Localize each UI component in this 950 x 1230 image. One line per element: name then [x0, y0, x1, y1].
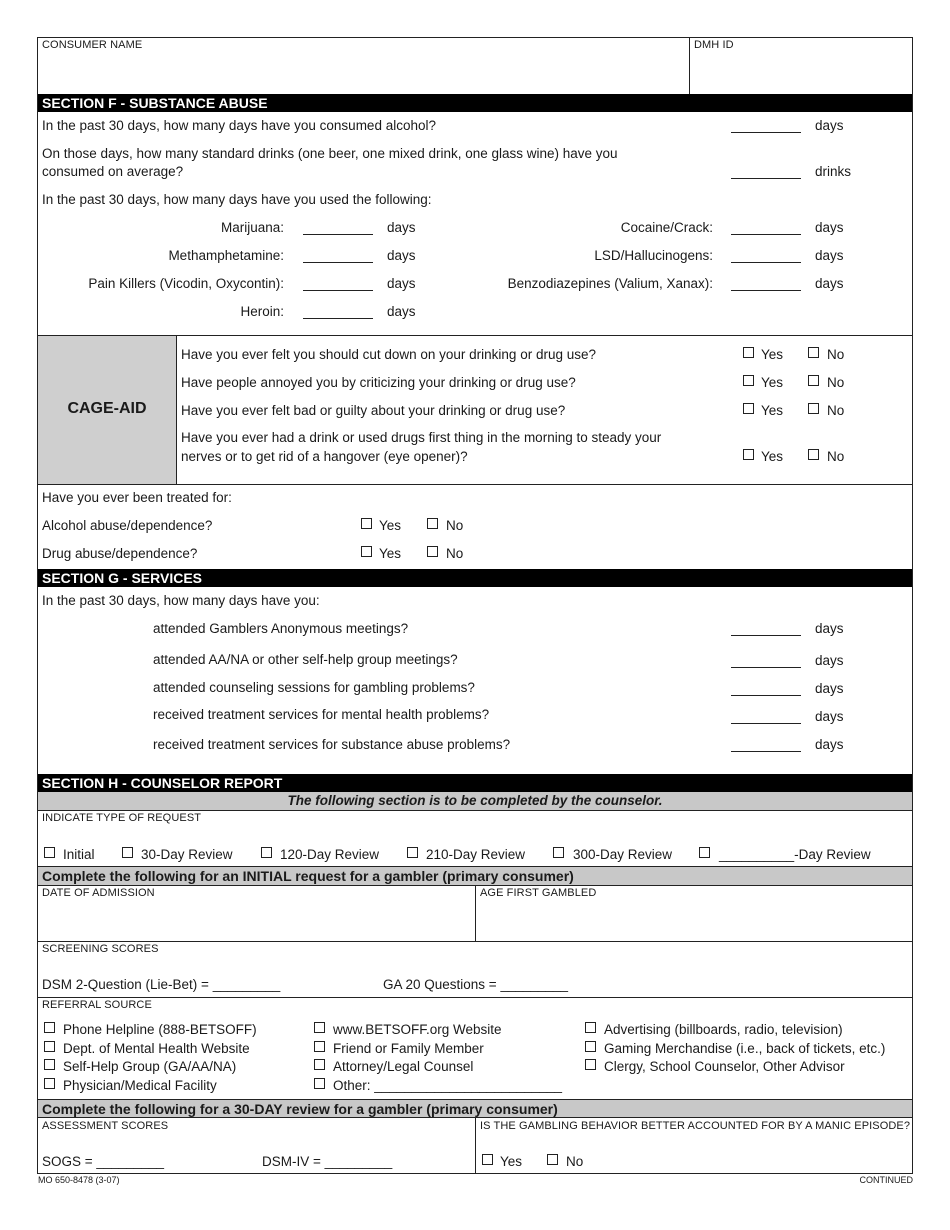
meth-days-field[interactable]	[303, 262, 373, 263]
service-mental-health-days-field[interactable]	[731, 723, 801, 724]
service-substance-days-field[interactable]	[731, 751, 801, 752]
referral-option: Attorney/Legal Counsel	[333, 1059, 474, 1074]
referral-option: Dept. of Mental Health Website	[63, 1041, 250, 1056]
yes-label: Yes	[379, 518, 402, 533]
unit-days: days	[815, 248, 844, 263]
request-type-label: 30-Day Review	[141, 847, 233, 862]
cage-aid-divider	[176, 335, 177, 484]
manic-yes-checkbox[interactable]	[482, 1154, 493, 1165]
q-drinks-line2: consumed on average?	[42, 164, 184, 179]
referral-option: Gaming Merchandise (i.e., back of tickets, etc.)	[604, 1041, 886, 1056]
referral-clergy-checkbox[interactable]	[585, 1059, 596, 1070]
service-item: attended AA/NA or other self-help group meetings?	[153, 652, 458, 667]
no-label: No	[827, 375, 845, 390]
date-admission-label: DATE OF ADMISSION	[42, 887, 155, 899]
drug-lsd-label: LSD/Hallucinogens:	[594, 248, 713, 263]
treated-drug-no-checkbox[interactable]	[427, 546, 438, 557]
no-label: No	[827, 449, 845, 464]
manic-episode-label: IS THE GAMBLING BEHAVIOR BETTER ACCOUNTED FOR BY A MANIC EPISODE?	[480, 1120, 911, 1132]
request-type-label: 210-Day Review	[426, 847, 526, 862]
lsd-days-field[interactable]	[731, 262, 801, 263]
age-first-gambled-label: AGE FIRST GAMBLED	[480, 887, 597, 899]
request-type-label: Initial	[63, 847, 95, 862]
request-type-label: 120-Day Review	[280, 847, 380, 862]
cage-q4-line2: nerves or to get rid of a hangover (eye opener)?	[181, 449, 468, 464]
services-intro: In the past 30 days, how many days have you:	[42, 593, 320, 608]
unit-days: days	[815, 621, 844, 636]
request-type-label: __________-Day Review	[719, 847, 871, 862]
ga20-score[interactable]: GA 20 Questions = _________	[383, 977, 569, 992]
drug-meth-label: Methamphetamine:	[168, 248, 284, 263]
manic-no-checkbox[interactable]	[547, 1154, 558, 1165]
referral-friend-family-checkbox[interactable]	[314, 1041, 325, 1052]
unit-days: days	[815, 681, 844, 696]
drug-painkillers-label: Pain Killers (Vicodin, Oxycontin):	[88, 276, 284, 291]
referral-advertising-checkbox[interactable]	[585, 1022, 596, 1033]
unit-days: days	[815, 653, 844, 668]
referral-option: Friend or Family Member	[333, 1041, 484, 1056]
header-divider	[689, 37, 690, 94]
referral-source-label: REFERRAL SOURCE	[42, 999, 152, 1011]
referral-physician-checkbox[interactable]	[44, 1078, 55, 1089]
no-label: No	[827, 403, 845, 418]
cage-q1: Have you ever felt you should cut down on your drinking or drug use?	[181, 347, 596, 362]
yes-label: Yes	[761, 449, 784, 464]
sogs-score[interactable]: SOGS = _________	[42, 1154, 164, 1169]
cage-q4-line1: Have you ever had a drink or used drugs first thing in the morning to steady your	[181, 430, 662, 445]
service-ga-days-field[interactable]	[731, 635, 801, 636]
request-type-label: INDICATE TYPE OF REQUEST	[42, 812, 202, 824]
referral-betsoff-website-checkbox[interactable]	[314, 1022, 325, 1033]
cage-aid-title: CAGE-AID	[67, 400, 147, 417]
divider	[37, 810, 913, 811]
referral-option: Advertising (billboards, radio, television)	[604, 1022, 843, 1037]
request-initial-checkbox[interactable]	[44, 847, 55, 858]
request-120day-checkbox[interactable]	[261, 847, 272, 858]
referral-option: Phone Helpline (888-BETSOFF)	[63, 1022, 257, 1037]
painkillers-days-field[interactable]	[303, 290, 373, 291]
request-type-label: 300-Day Review	[573, 847, 673, 862]
no-label: No	[446, 546, 464, 561]
service-item: attended Gamblers Anonymous meetings?	[153, 621, 409, 636]
yes-label: Yes	[761, 375, 784, 390]
alcohol-days-field[interactable]	[731, 132, 801, 133]
dmh-id-label: DMH ID	[694, 39, 734, 51]
referral-attorney-checkbox[interactable]	[314, 1059, 325, 1070]
cage-q4-yes-checkbox[interactable]	[743, 449, 754, 460]
request-300day-checkbox[interactable]	[553, 847, 564, 858]
unit-days: days	[815, 118, 844, 133]
form-number: MO 650-8478 (3-07)	[38, 1175, 120, 1185]
no-label: No	[446, 518, 464, 533]
unit-days: days	[387, 304, 416, 319]
no-label: No	[827, 347, 845, 362]
cage-q3-yes-checkbox[interactable]	[743, 403, 754, 414]
section-g-title: SECTION G - SERVICES	[38, 569, 912, 587]
cage-q3-no-checkbox[interactable]	[808, 403, 819, 414]
yes-label: Yes	[761, 403, 784, 418]
continued-label: CONTINUED	[859, 1175, 913, 1185]
drug-heroin-label: Heroin:	[240, 304, 284, 319]
assessment-scores-label: ASSESSMENT SCORES	[42, 1120, 169, 1132]
treated-drug-label: Drug abuse/dependence?	[42, 546, 198, 561]
dsm2-score[interactable]: DSM 2-Question (Lie-Bet) = _________	[42, 977, 281, 992]
service-item: received treatment services for mental health problems?	[153, 707, 490, 722]
service-counseling-days-field[interactable]	[731, 695, 801, 696]
referral-option: www.BETSOFF.org Website	[333, 1022, 502, 1037]
marijuana-days-field[interactable]	[303, 234, 373, 235]
dsm4-score[interactable]: DSM-IV = _________	[262, 1154, 393, 1169]
assessment-divider	[475, 1117, 476, 1174]
cage-q3: Have you ever felt bad or guilty about your drinking or drug use?	[181, 403, 566, 418]
referral-helpline-checkbox[interactable]	[44, 1022, 55, 1033]
cocaine-days-field[interactable]	[731, 234, 801, 235]
cage-q4-no-checkbox[interactable]	[808, 449, 819, 460]
divider	[37, 997, 913, 998]
consumer-name-label: CONSUMER NAME	[42, 39, 143, 51]
unit-days: days	[815, 709, 844, 724]
admission-divider	[475, 885, 476, 941]
treated-alcohol-label: Alcohol abuse/dependence?	[42, 518, 213, 533]
cage-q2: Have people annoyed you by criticizing your drinking or drug use?	[181, 375, 576, 390]
referral-option: Physician/Medical Facility	[63, 1078, 217, 1093]
yes-label: Yes	[761, 347, 784, 362]
referral-self-help-checkbox[interactable]	[44, 1059, 55, 1070]
heroin-days-field[interactable]	[303, 318, 373, 319]
service-aana-days-field[interactable]	[731, 667, 801, 668]
q-used-following: In the past 30 days, how many days have you used the following:	[42, 192, 432, 207]
cage-q2-no-checkbox[interactable]	[808, 375, 819, 386]
referral-option: Clergy, School Counselor, Other Advisor	[604, 1059, 845, 1074]
drug-cocaine-label: Cocaine/Crack:	[620, 220, 713, 235]
treated-alcohol-yes-checkbox[interactable]	[361, 518, 372, 529]
request-30day-checkbox[interactable]	[122, 847, 133, 858]
request-custom-checkbox[interactable]	[699, 847, 710, 858]
referral-other-checkbox[interactable]	[314, 1078, 325, 1089]
cage-q1-no-checkbox[interactable]	[808, 347, 819, 358]
benzo-days-field[interactable]	[731, 290, 801, 291]
review-band: Complete the following for a 30-DAY review for a gambler (primary consumer)	[38, 1100, 912, 1118]
no-label: No	[566, 1154, 584, 1169]
unit-days: days	[815, 737, 844, 752]
unit-days: days	[815, 276, 844, 291]
referral-option: Self-Help Group (GA/AA/NA)	[63, 1059, 237, 1074]
section-f-title: SECTION F - SUBSTANCE ABUSE	[38, 94, 912, 112]
divider	[37, 941, 913, 942]
referral-option: Other: _________________________	[333, 1078, 562, 1093]
treated-alcohol-no-checkbox[interactable]	[427, 518, 438, 529]
screening-scores-label: SCREENING SCORES	[42, 943, 159, 955]
counselor-note: The following section is to be completed by the counselor.	[38, 792, 912, 810]
section-h-title: SECTION H - COUNSELOR REPORT	[38, 774, 912, 792]
referral-merchandise-checkbox[interactable]	[585, 1041, 596, 1052]
drug-benzo-label: Benzodiazepines (Valium, Xanax):	[507, 276, 713, 291]
service-item: received treatment services for substance abuse problems?	[153, 737, 511, 752]
cage-q1-yes-checkbox[interactable]	[743, 347, 754, 358]
yes-label: Yes	[379, 546, 402, 561]
drug-marijuana-label: Marijuana:	[220, 220, 284, 235]
divider	[37, 484, 913, 485]
unit-days: days	[815, 220, 844, 235]
unit-drinks: drinks	[815, 164, 852, 179]
unit-days: days	[387, 276, 416, 291]
treated-drug-yes-checkbox[interactable]	[361, 546, 372, 557]
q-alcohol-days: In the past 30 days, how many days have you consumed alcohol?	[42, 118, 436, 133]
referral-dmh-website-checkbox[interactable]	[44, 1041, 55, 1052]
initial-request-band: Complete the following for an INITIAL request for a gambler (primary consumer)	[38, 867, 912, 885]
service-item: attended counseling sessions for gambling problems?	[153, 680, 475, 695]
unit-days: days	[387, 248, 416, 263]
unit-days: days	[387, 220, 416, 235]
yes-label: Yes	[500, 1154, 523, 1169]
treated-question: Have you ever been treated for:	[42, 490, 232, 505]
cage-q2-yes-checkbox[interactable]	[743, 375, 754, 386]
drinks-field[interactable]	[731, 178, 801, 179]
q-drinks-line1: On those days, how many standard drinks (one beer, one mixed drink, one glass wine) have you	[42, 146, 618, 161]
request-210day-checkbox[interactable]	[407, 847, 418, 858]
